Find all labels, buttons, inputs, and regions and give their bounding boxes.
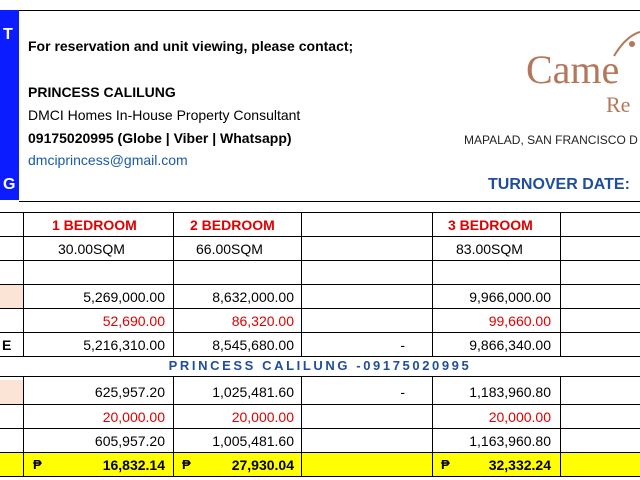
discount-3br: 99,660.00 — [488, 313, 551, 329]
price-3br: 9,966,000.00 — [469, 289, 551, 305]
unit-type-1br: 1 BEDROOM — [52, 217, 137, 233]
reservation-3br: 20,000.00 — [488, 409, 551, 425]
blue-side-bar — [0, 10, 19, 200]
monthly-3br: 32,332.24 — [488, 457, 551, 473]
unit-type-3br: 3 BEDROOM — [448, 217, 533, 233]
company-logo-text: Came — [526, 47, 620, 92]
peso-sign: ₱ — [182, 457, 191, 472]
contact-email[interactable]: dmciprincess@gmail.com — [28, 152, 188, 168]
discount-2br: 86,320.00 — [231, 313, 294, 329]
turnover-date-label: TURNOVER DATE: — [488, 176, 630, 193]
reservation-1br: 20,000.00 — [102, 409, 165, 425]
downpayment-2br: 1,025,481.60 — [212, 384, 294, 400]
contact-role: DMCI Homes In-House Property Consultant — [28, 107, 301, 123]
net-dp-2br: 1,005,481.60 — [212, 433, 294, 449]
downpayment-col3: - — [400, 384, 405, 400]
price-2br: 8,632,000.00 — [212, 289, 294, 305]
contact-name: PRINCESS CALILUNG — [28, 84, 176, 100]
peso-sign: ₱ — [33, 457, 42, 472]
discount-1br: 52,690.00 — [102, 313, 165, 329]
peach-cell — [0, 380, 23, 404]
monthly-1br: 16,832.14 — [102, 457, 165, 473]
downpayment-3br: 1,183,960.80 — [469, 384, 551, 400]
net-2br: 8,545,680.00 — [212, 337, 294, 353]
net-1br: 5,216,310.00 — [83, 337, 165, 353]
net-dp-1br: 605,957.20 — [94, 433, 165, 449]
net-col3: - — [400, 337, 405, 353]
unit-size-1br: 30.00SQM — [58, 241, 125, 257]
downpayment-1br: 625,957.20 — [94, 384, 165, 400]
logo-swoosh-icon — [610, 30, 640, 60]
side-letter-bottom: G — [3, 176, 16, 193]
net-dp-3br: 1,163,960.80 — [469, 433, 551, 449]
price-1br: 5,269,000.00 — [83, 289, 165, 305]
unit-size-2br: 66.00SQM — [196, 241, 263, 257]
monthly-2br: 27,930.04 — [231, 457, 294, 473]
consultant-banner: PRINCESS CALILUNG -09175020995 — [168, 358, 472, 373]
peso-sign: ₱ — [441, 457, 450, 472]
project-location: MAPALAD, SAN FRANCISCO D — [464, 133, 638, 147]
contact-intro: For reservation and unit viewing, please contact; — [28, 38, 354, 54]
net-3br: 9,866,340.00 — [469, 337, 551, 353]
reservation-2br: 20,000.00 — [231, 409, 294, 425]
unit-type-2br: 2 BEDROOM — [190, 217, 275, 233]
unit-size-3br: 83.00SQM — [456, 241, 523, 257]
company-logo-subtext: Re — [606, 92, 631, 117]
side-letter-top: T — [3, 26, 13, 43]
net-row-label: E — [2, 337, 12, 353]
contact-phone: 09175020995 (Globe | Viber | Whatsapp) — [28, 130, 292, 146]
peach-cell — [0, 284, 23, 308]
